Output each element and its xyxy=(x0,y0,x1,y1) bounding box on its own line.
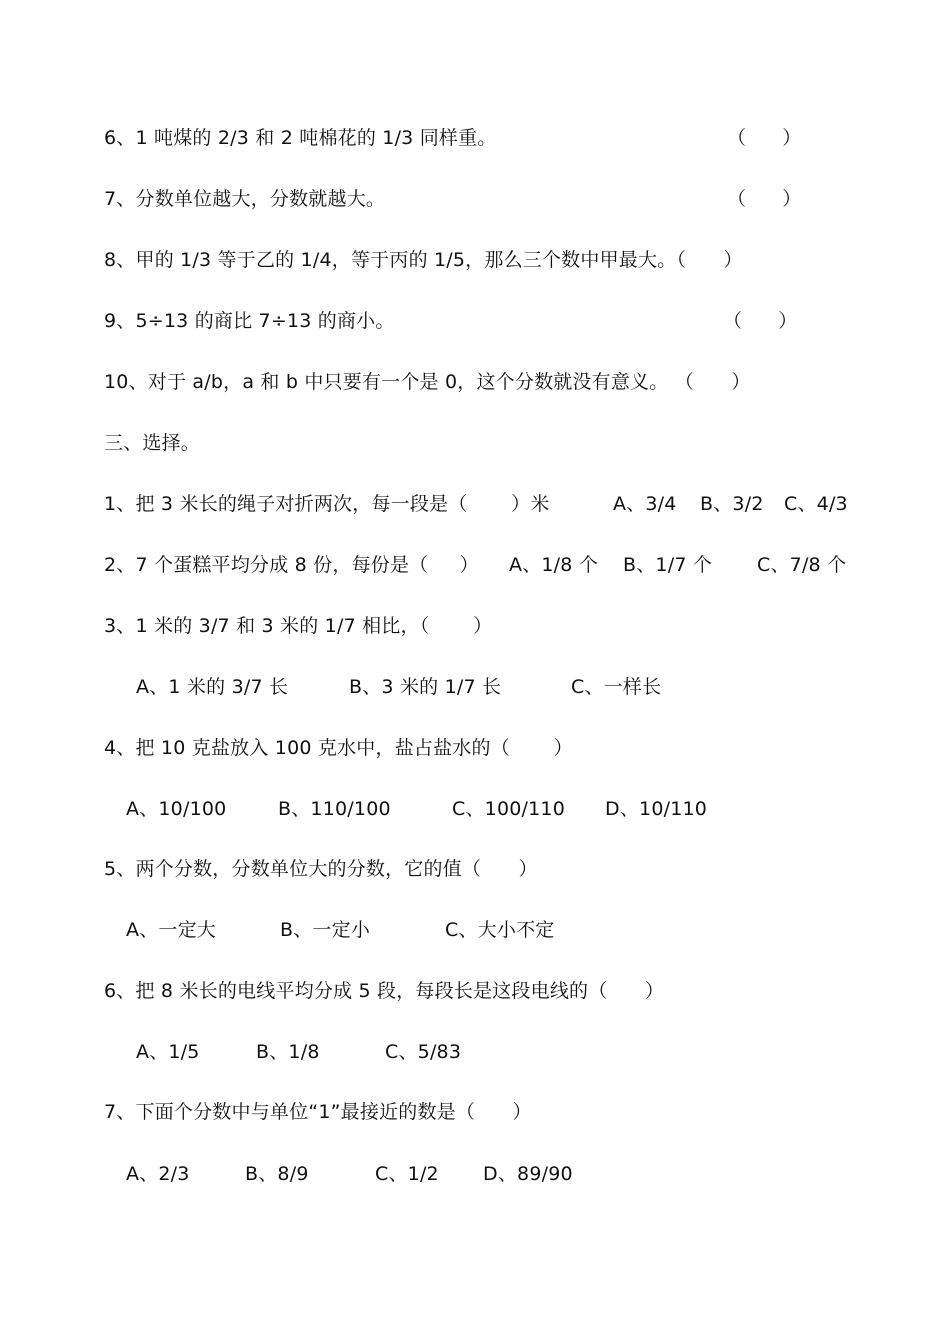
choice-2-option-a[interactable]: A、1/8 个 xyxy=(509,554,599,576)
choice-5-option-b[interactable]: B、一定小 xyxy=(280,919,371,941)
choice-7-option-b[interactable]: B、8/9 xyxy=(245,1163,309,1185)
choice-question-2: 2、7 个蛋糕平均分成 8 份，每份是（ ） xyxy=(104,554,479,576)
choice-question-3: 3、1 米的 3/7 和 3 米的 1/7 相比，（ ） xyxy=(104,615,493,637)
choice-6-option-a[interactable]: A、1/5 xyxy=(136,1041,200,1063)
judge-answer-blank-6[interactable]: （ ） xyxy=(727,127,802,149)
judge-question-6: 6、1 吨煤的 2/3 和 2 吨棉花的 1/3 同样重。 xyxy=(104,127,497,149)
choice-3-option-b[interactable]: B、3 米的 1/7 长 xyxy=(349,676,502,698)
judge-question-10: 10、对于 a/b，a 和 b 中只要有一个是 0，这个分数就没有意义。 （ ） xyxy=(104,371,751,393)
choice-6-option-c[interactable]: C、5/83 xyxy=(385,1041,462,1063)
choice-6-option-b[interactable]: B、1/8 xyxy=(256,1041,320,1063)
choice-1-option-a[interactable]: A、3/4 xyxy=(613,493,677,515)
choice-3-option-c[interactable]: C、一样长 xyxy=(571,676,662,698)
choice-1-option-b[interactable]: B、3/2 xyxy=(700,493,764,515)
judge-answer-blank-7[interactable]: （ ） xyxy=(727,188,802,210)
choice-question-6: 6、把 8 米长的电线平均分成 5 段，每段长是这段电线的（ ） xyxy=(104,980,665,1002)
section-title-choice: 三、选择。 xyxy=(104,432,201,454)
choice-2-option-b[interactable]: B、1/7 个 xyxy=(623,554,713,576)
choice-question-5: 5、两个分数，分数单位大的分数，它的值（ ） xyxy=(104,858,538,880)
choice-7-option-d[interactable]: D、89/90 xyxy=(483,1163,573,1185)
judge-question-9: 9、5÷13 的商比 7÷13 的商小。 xyxy=(104,310,395,332)
judge-answer-blank-9[interactable]: （ ） xyxy=(723,310,798,332)
choice-7-option-c[interactable]: C、1/2 xyxy=(375,1163,439,1185)
choice-question-7: 7、下面个分数中与单位“1”最接近的数是（ ） xyxy=(104,1101,532,1123)
judge-question-8: 8、甲的 1/3 等于乙的 1/4，等于丙的 1/5，那么三个数中甲最大。（ ） xyxy=(104,249,743,271)
choice-5-option-a[interactable]: A、一定大 xyxy=(126,919,216,941)
choice-7-option-a[interactable]: A、2/3 xyxy=(126,1163,190,1185)
choice-5-option-c[interactable]: C、大小不定 xyxy=(445,919,555,941)
judge-question-7: 7、分数单位越大，分数就越大。 xyxy=(104,188,386,210)
choice-4-option-a[interactable]: A、10/100 xyxy=(126,798,227,820)
choice-question-1: 1、把 3 米长的绳子对折两次，每一段是（ ）米 xyxy=(104,493,550,515)
choice-2-option-c[interactable]: C、7/8 个 xyxy=(757,554,847,576)
choice-1-option-c[interactable]: C、4/3 xyxy=(784,493,848,515)
choice-4-option-c[interactable]: C、100/110 xyxy=(452,798,565,820)
choice-4-option-b[interactable]: B、110/100 xyxy=(278,798,391,820)
choice-3-option-a[interactable]: A、1 米的 3/7 长 xyxy=(136,676,289,698)
choice-question-4: 4、把 10 克盐放入 100 克水中，盐占盐水的（ ） xyxy=(104,737,573,759)
choice-4-option-d[interactable]: D、10/110 xyxy=(605,798,708,820)
